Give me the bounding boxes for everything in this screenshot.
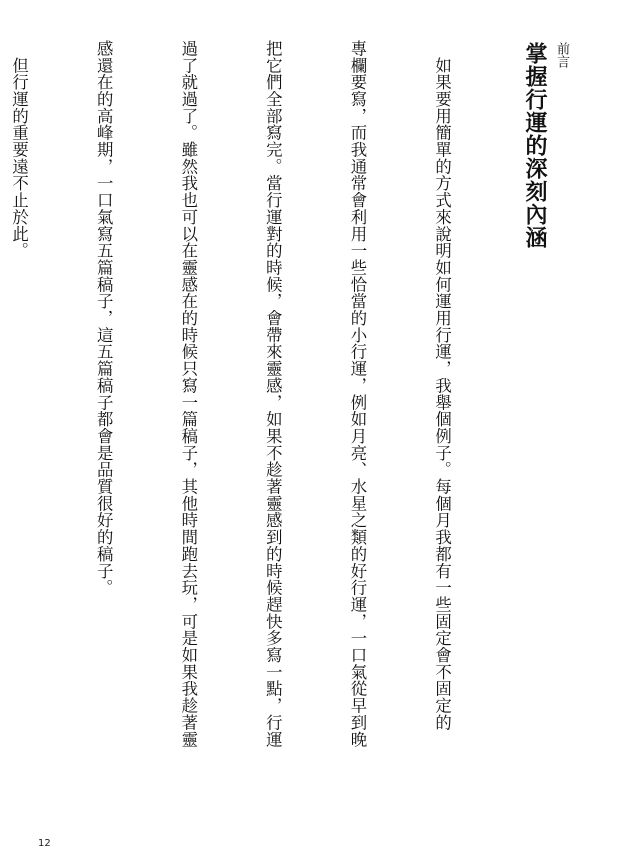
chapter-header — [522, 42, 569, 362]
chapter-title: 掌握行運的深刻內涵 — [522, 42, 548, 249]
body-text — [9, 40, 512, 800]
text-line: 如果要用簡單的方式來說明如何運用行運，我舉個例子。每個月我都有一些固定會不固定的 — [432, 40, 452, 731]
page-number: 12 — [38, 838, 51, 849]
section-label: 前言 — [554, 42, 569, 68]
text-line: 但行運的重要遠不止於此。 — [9, 40, 29, 260]
text-line: 把它們全部寫完。當行運對的時候，會帶來靈感，如果不趁著靈感到的時候趕快多寫一點，行運 — [263, 40, 283, 748]
text-line: 感還在的高峰期，一口氣寫五篇稿子，這五篇稿子都會是品質很好的稿子。 — [94, 40, 114, 597]
text-line: 過了就過了。雖然我也可以在靈感在的時候只寫一篇稿子，其他時間跑去玩，可是如果我趁著靈 — [178, 40, 198, 748]
text-line: 專欄要寫，而我通常會利用一些恰當的小行運，例如月亮、水星之類的好行運，一口氣從早到晚 — [347, 40, 367, 748]
